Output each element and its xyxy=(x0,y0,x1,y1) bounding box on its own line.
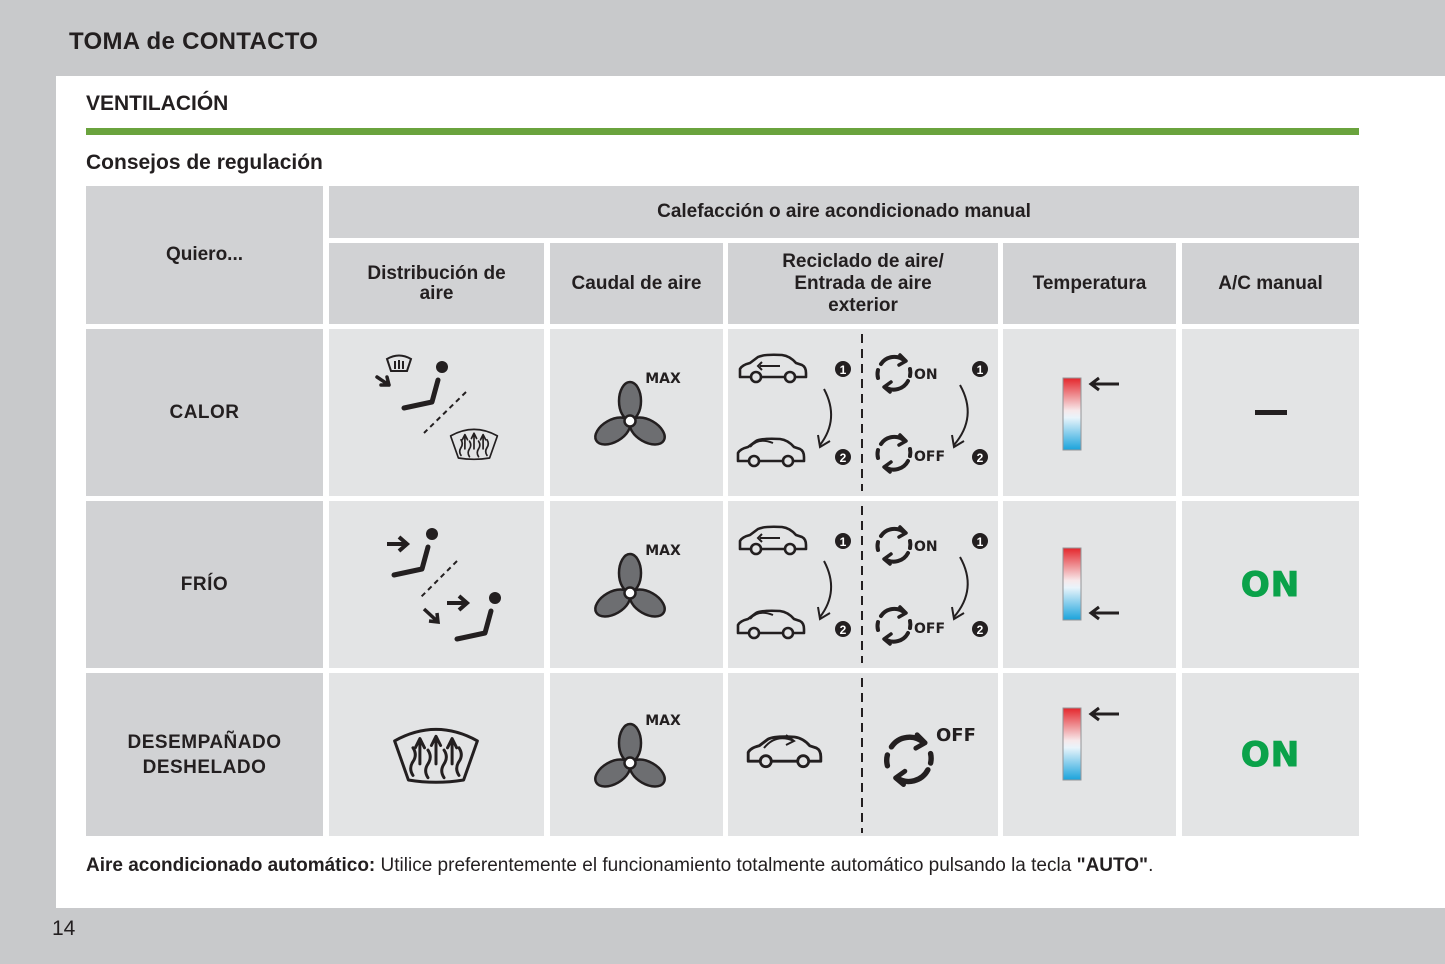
air-distribution-icon xyxy=(329,501,544,668)
recirculation-icon xyxy=(728,501,998,668)
column-header-ac: A/C manual xyxy=(1182,243,1359,324)
fan-max-label: MAX xyxy=(645,543,681,559)
column-header-recirculation: Reciclado de aire/ Entrada de aire exterior xyxy=(728,243,998,324)
step-one-badge: 1 xyxy=(976,363,984,377)
column-header-temperature: Temperatura xyxy=(1003,243,1176,324)
airflow-cell xyxy=(550,329,723,496)
corner-header: Quiero... xyxy=(86,186,323,324)
temperature-cell xyxy=(1003,329,1176,496)
column-header-airflow: Caudal de aire xyxy=(550,243,723,324)
fan-icon xyxy=(550,329,723,496)
airflow-cell xyxy=(550,501,723,668)
footnote xyxy=(86,855,1153,877)
column-header-distribution: Distribución de aire xyxy=(329,243,544,324)
recirculation-icon xyxy=(728,329,998,496)
group-header: Calefacción o aire acondicionado manual xyxy=(329,186,1359,238)
section-subtitle: Consejos de regulación xyxy=(86,151,323,174)
recirc-off-label: OFF xyxy=(914,621,946,637)
recirc-on-label: ON xyxy=(914,539,938,555)
temperature-pointer-hot xyxy=(1091,708,1119,720)
step-one-badge: 1 xyxy=(976,535,984,549)
recirculation-cell xyxy=(728,501,998,668)
ac-not-applicable-dash xyxy=(1255,410,1287,415)
ac-cell xyxy=(1182,673,1359,836)
footnote-label: Aire acondicionado automático: xyxy=(86,855,376,876)
recirc-off-label: OFF xyxy=(936,725,976,746)
section-title: VENTILACIÓN xyxy=(86,92,229,115)
temperature-cell xyxy=(1003,501,1176,668)
page-number: 14 xyxy=(52,917,76,940)
temperature-cell xyxy=(1003,673,1176,836)
footnote-text: Utilice preferentemente el funcionamiento totalmente automático pulsando la tecla xyxy=(375,855,1077,876)
step-two-badge: 2 xyxy=(839,623,847,637)
row-label-cold: FRÍO xyxy=(86,501,323,668)
fan-max-label: MAX xyxy=(645,713,681,729)
distribution-cell xyxy=(329,329,544,496)
step-two-badge: 2 xyxy=(839,451,847,465)
distribution-cell xyxy=(329,501,544,668)
settings-table xyxy=(86,186,1359,836)
footnote-key: "AUTO" xyxy=(1076,855,1149,876)
header-title: TOMA de CONTACTO xyxy=(69,28,319,55)
fan-icon xyxy=(550,501,723,668)
footnote-end: . xyxy=(1148,855,1154,876)
recirculation-cell xyxy=(728,673,998,836)
temperature-gauge-icon xyxy=(1003,329,1176,496)
airflow-cell xyxy=(550,673,723,836)
recirc-on-label: ON xyxy=(914,367,938,383)
step-two-badge: 2 xyxy=(976,623,984,637)
recirc-off-label: OFF xyxy=(914,449,946,465)
step-two-badge: 2 xyxy=(976,451,984,465)
air-distribution-icon xyxy=(329,329,544,496)
temperature-gauge-icon xyxy=(1003,501,1176,668)
step-one-badge: 1 xyxy=(839,535,847,549)
temperature-pointer-hot xyxy=(1091,378,1119,390)
fan-max-label: MAX xyxy=(645,371,681,387)
ac-cell xyxy=(1182,501,1359,668)
ac-on-indicator: ON xyxy=(1240,734,1301,775)
distribution-cell xyxy=(329,673,544,836)
ac-on-indicator: ON xyxy=(1240,564,1301,605)
windscreen-demist-icon xyxy=(329,673,544,836)
recirculation-icon xyxy=(728,673,998,836)
temperature-gauge-icon xyxy=(1003,673,1176,836)
ac-cell xyxy=(1182,329,1359,496)
step-one-badge: 1 xyxy=(839,363,847,377)
row-label-heat: CALOR xyxy=(86,329,323,496)
recirculation-cell xyxy=(728,329,998,496)
temperature-pointer-cold xyxy=(1091,607,1119,619)
section-divider xyxy=(86,128,1359,135)
fan-icon xyxy=(550,673,723,836)
row-label-defrost: DESEMPAÑADO DESHELADO xyxy=(86,673,323,836)
